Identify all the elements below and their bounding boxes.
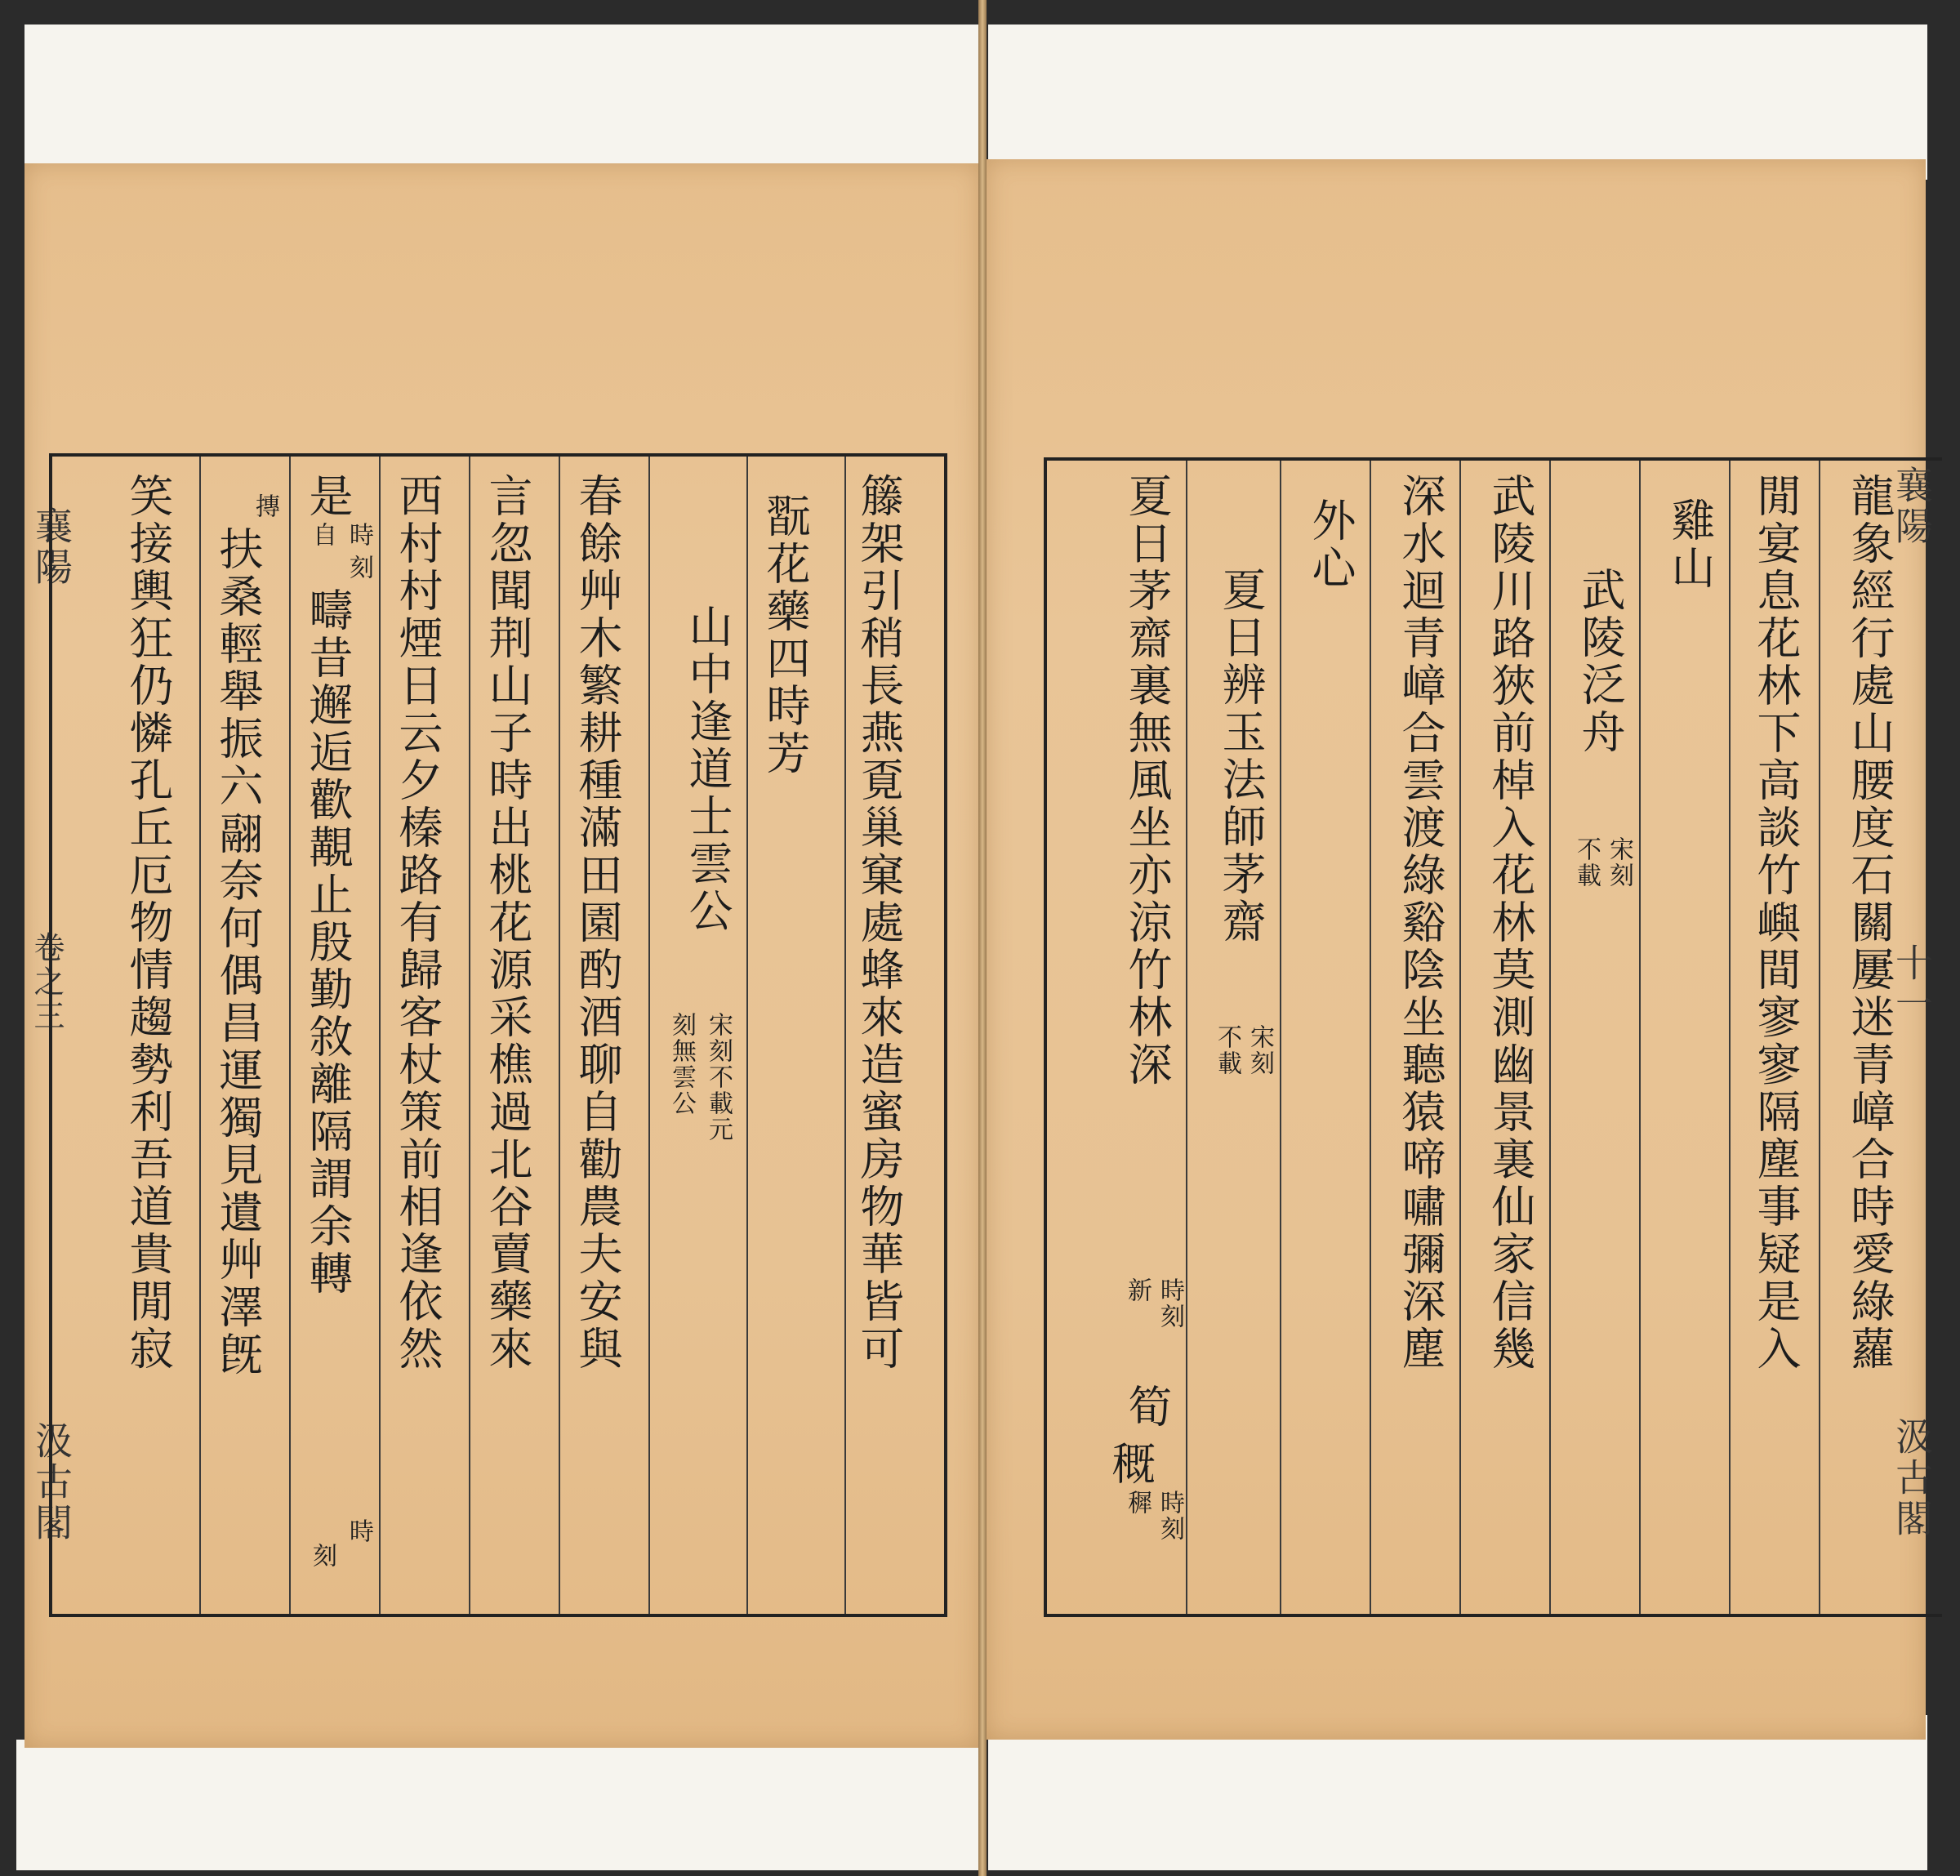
right-col-9: 夏日茅齋裏無風坐亦涼竹林深 — [1121, 473, 1173, 1089]
right-col-8-title: 夏日辨玉法師茅齋 — [1215, 567, 1267, 946]
left-col-7-note-a2: 自 — [308, 522, 336, 548]
top-paper-left — [24, 25, 980, 180]
right-col-9-main-2: 筍 — [1121, 1384, 1173, 1431]
right-col-4-note-1: 宋刻 — [1605, 836, 1633, 889]
right-col-8-note-2: 不載 — [1213, 1024, 1241, 1076]
left-margin-title: 襄陽 — [29, 506, 74, 588]
left-col-2: 翫花藥四時芳 — [760, 493, 811, 778]
left-col-7-note-a1: 時 — [345, 522, 373, 548]
left-col-6: 西村村煙日云夕榛路有歸客杖策前相逢依然 — [392, 473, 443, 1373]
right-margin-title: 襄陽 — [1890, 466, 1934, 547]
right-page — [987, 159, 1934, 1740]
bottom-paper-left — [16, 1740, 980, 1870]
right-col-9-note-3: 時刻 — [1156, 1490, 1184, 1542]
book-spine — [978, 0, 987, 1876]
right-col-4-title: 武陵泛舟 — [1575, 567, 1626, 756]
left-col-7-note-c1: 時 — [345, 1518, 373, 1544]
left-col-7-head: 是 — [302, 473, 354, 520]
right-col-6: 深水迴青嶂合雲渡綠谿陰坐聽猿啼嘯彌深塵 — [1395, 473, 1446, 1373]
right-text-frame — [1044, 457, 1942, 1617]
left-text-frame — [49, 453, 947, 1617]
right-col-9-main-3: 穊 — [1105, 1441, 1156, 1488]
right-col-8-note-1: 宋刻 — [1245, 1024, 1274, 1076]
right-col-9-note-2: 新 — [1123, 1277, 1152, 1303]
right-col-2: 閒宴息花林下高談竹嶼間寥寥隔塵事疑是入 — [1750, 473, 1802, 1373]
left-col-5: 言忽聞荆山子時出桃花源采樵過北谷賣藥來 — [482, 473, 533, 1373]
right-col-4-note-2: 不載 — [1572, 836, 1601, 889]
right-margin-publisher: 汲古閣 — [1890, 1417, 1934, 1540]
left-col-1: 籐架引稍長燕覔巢窠處蜂來造蜜房物華皆可 — [853, 473, 905, 1373]
left-col-7-note-b1: 刻 — [345, 555, 373, 581]
right-col-3: 雞山 — [1664, 497, 1716, 592]
left-col-4: 春餘艸木繁耕種滿田園酌酒聊自勸農夫安與 — [572, 473, 623, 1373]
left-col-7-main: 疇昔邂逅歡覯止殷勤敘離隔謂余轉 — [302, 587, 354, 1298]
right-margin-page: 十一 — [1890, 943, 1934, 1025]
top-paper-right — [988, 25, 1927, 180]
left-col-3-title: 山中逢道士雲公 — [682, 604, 733, 935]
left-col-9: 笑接輿狂仍憐孔丘厄物情趨勢利吾道貴閒寂 — [122, 473, 174, 1373]
right-col-9-note-4: 穉 — [1123, 1490, 1152, 1516]
right-col-5: 武陵川路狹前棹入花林莫測幽景裏仙家信幾 — [1485, 473, 1536, 1373]
left-col-3-note-1: 宋刻不載元 — [704, 1012, 733, 1143]
left-col-8-head: 摶 — [251, 493, 279, 519]
left-margin-publisher: 汲古閣 — [29, 1421, 74, 1544]
right-col-1: 龍象經行處山腰度石關屢迷青嶂合時愛綠蘿 — [1844, 473, 1895, 1373]
right-col-7: 外心 — [1305, 497, 1356, 592]
left-col-7-note-c2: 刻 — [308, 1543, 336, 1569]
left-col-3-note-2: 刻無雲公 — [667, 1012, 696, 1116]
right-col-9-note-1: 時刻 — [1156, 1277, 1184, 1330]
left-margin-chapter: 卷之三 — [29, 931, 65, 1034]
left-page — [24, 163, 980, 1748]
left-col-8: 扶桑輕舉振六翮奈何偶昌運獨見遺艸澤旣 — [212, 526, 264, 1379]
